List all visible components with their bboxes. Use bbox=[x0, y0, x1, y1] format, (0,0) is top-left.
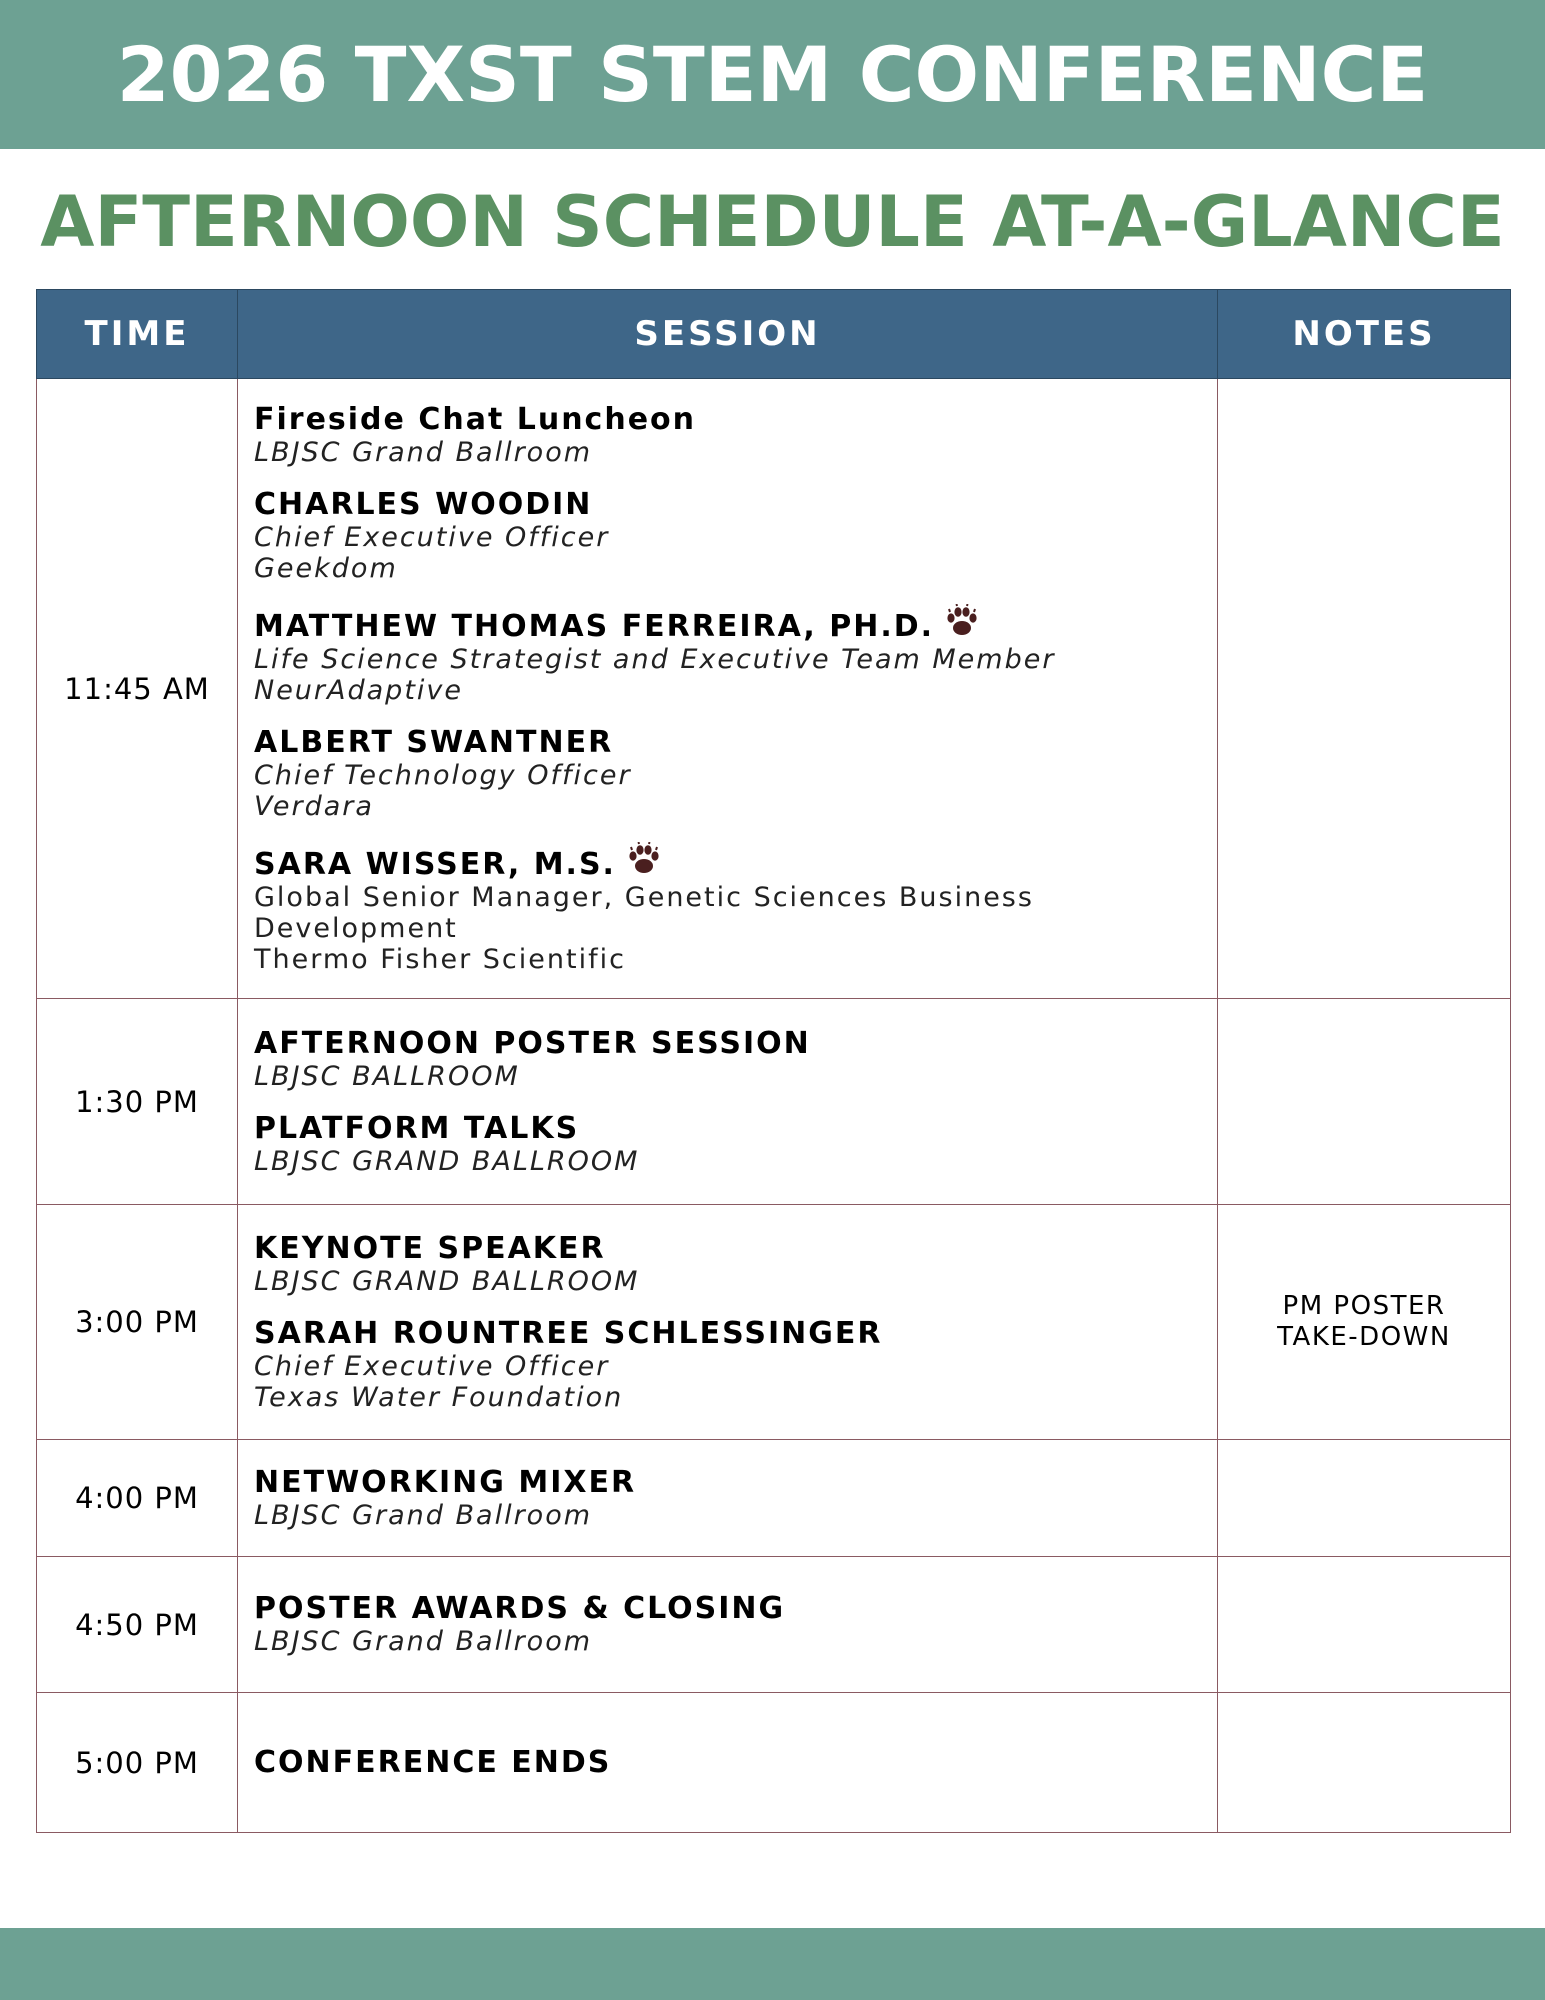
session-block bbox=[254, 1232, 1201, 1297]
session-detail: LBJSC Grand Ballroom bbox=[254, 436, 593, 468]
bottom-banner bbox=[0, 1928, 1545, 2000]
session-title-text: POSTER AWARDS & CLOSING bbox=[254, 1591, 786, 1626]
session-detail: Chief Technology Officer bbox=[254, 759, 632, 791]
table-row bbox=[37, 379, 1511, 999]
session-title bbox=[254, 488, 1201, 522]
session-title bbox=[254, 604, 1201, 644]
column-header-session: SESSION bbox=[238, 290, 1218, 379]
session-block bbox=[254, 726, 1201, 822]
session-cell bbox=[238, 1693, 1218, 1833]
table-header-row bbox=[37, 290, 1511, 379]
session-title-text: Fireside Chat Luncheon bbox=[254, 401, 697, 437]
session-title-text: CHARLES WOODIN bbox=[254, 486, 593, 522]
session-block bbox=[254, 488, 1201, 584]
session-cell bbox=[238, 1440, 1218, 1557]
column-header-notes: NOTES bbox=[1218, 290, 1511, 379]
session-title bbox=[254, 842, 1201, 882]
session-detail: Chief Executive Officer bbox=[254, 521, 610, 553]
session-title-text: SARAH ROUNTREE SCHLESSINGER bbox=[254, 1315, 883, 1351]
paw-icon bbox=[626, 842, 662, 876]
table-row bbox=[37, 1693, 1511, 1833]
paw-icon bbox=[944, 604, 980, 638]
session-block bbox=[254, 604, 1201, 706]
notes-cell: PM POSTER TAKE-DOWN bbox=[1218, 1205, 1511, 1440]
column-header-time: TIME bbox=[37, 290, 238, 379]
session-block bbox=[254, 1466, 1201, 1531]
session-detail: Verdara bbox=[254, 790, 374, 822]
session-title bbox=[254, 1232, 1201, 1266]
schedule-table bbox=[36, 289, 1511, 1833]
session-title-text: SARA WISSER, M.S. bbox=[254, 846, 616, 882]
session-cell bbox=[238, 379, 1218, 999]
time-cell: 3:00 PM bbox=[37, 1205, 238, 1440]
session-detail: LBJSC GRAND BALLROOM bbox=[254, 1145, 640, 1177]
session-detail: Global Senior Manager, Genetic Sciences Business bbox=[254, 881, 1034, 913]
time-cell: 11:45 AM bbox=[37, 379, 238, 999]
session-title bbox=[254, 1746, 1201, 1780]
session-detail: Geekdom bbox=[254, 552, 398, 584]
session-detail: Life Science Strategist and Executive Team Member bbox=[254, 643, 1056, 675]
session-title bbox=[254, 1317, 1201, 1351]
notes-cell bbox=[1218, 1557, 1511, 1693]
table-row bbox=[37, 1440, 1511, 1557]
session-title bbox=[254, 403, 1201, 437]
session-detail: LBJSC BALLROOM bbox=[254, 1060, 520, 1092]
time-cell: 4:50 PM bbox=[37, 1557, 238, 1693]
session-block bbox=[254, 403, 1201, 468]
session-title bbox=[254, 1112, 1201, 1146]
session-cell bbox=[238, 999, 1218, 1205]
time-cell: 4:00 PM bbox=[37, 1440, 238, 1557]
schedule-body bbox=[37, 379, 1511, 1833]
session-detail: LBJSC Grand Ballroom bbox=[254, 1499, 593, 1531]
session-title bbox=[254, 1592, 1201, 1626]
table-row bbox=[37, 1557, 1511, 1693]
session-title bbox=[254, 726, 1201, 760]
table-row bbox=[37, 999, 1511, 1205]
notes-cell bbox=[1218, 379, 1511, 999]
session-block bbox=[254, 1317, 1201, 1413]
notes-cell bbox=[1218, 999, 1511, 1205]
session-title-text: ALBERT SWANTNER bbox=[254, 724, 614, 760]
session-title bbox=[254, 1027, 1201, 1061]
session-block bbox=[254, 1027, 1201, 1092]
time-cell: 5:00 PM bbox=[37, 1693, 238, 1833]
notes-cell bbox=[1218, 1440, 1511, 1557]
notes-cell bbox=[1218, 1693, 1511, 1833]
session-title-text: KEYNOTE SPEAKER bbox=[254, 1230, 606, 1266]
session-title-text: NETWORKING MIXER bbox=[254, 1464, 637, 1500]
session-detail: LBJSC GRAND BALLROOM bbox=[254, 1265, 640, 1297]
session-block bbox=[254, 1746, 1201, 1780]
time-cell: 1:30 PM bbox=[37, 999, 238, 1205]
session-cell bbox=[238, 1205, 1218, 1440]
session-title bbox=[254, 1466, 1201, 1500]
session-detail: Chief Executive Officer bbox=[254, 1350, 610, 1382]
session-detail: LBJSC Grand Ballroom bbox=[254, 1626, 593, 1657]
session-block bbox=[254, 842, 1201, 975]
session-block bbox=[254, 1592, 1201, 1657]
session-title-text: AFTERNOON POSTER SESSION bbox=[254, 1025, 811, 1061]
session-block bbox=[254, 1112, 1201, 1177]
session-detail: Thermo Fisher Scientific bbox=[254, 943, 626, 975]
session-title-text: MATTHEW THOMAS FERREIRA, PH.D. bbox=[254, 608, 935, 644]
session-title-text: PLATFORM TALKS bbox=[254, 1110, 580, 1146]
schedule-subtitle: AFTERNOON SCHEDULE AT-A-GLANCE bbox=[40, 181, 1505, 263]
session-detail: Development bbox=[254, 912, 458, 944]
session-detail: NeurAdaptive bbox=[254, 674, 463, 706]
session-cell bbox=[238, 1557, 1218, 1693]
session-detail: Texas Water Foundation bbox=[254, 1381, 624, 1413]
conference-title: 2026 TXST STEM CONFERENCE bbox=[116, 30, 1429, 119]
session-title-text: CONFERENCE ENDS bbox=[254, 1744, 612, 1780]
table-row bbox=[37, 1205, 1511, 1440]
